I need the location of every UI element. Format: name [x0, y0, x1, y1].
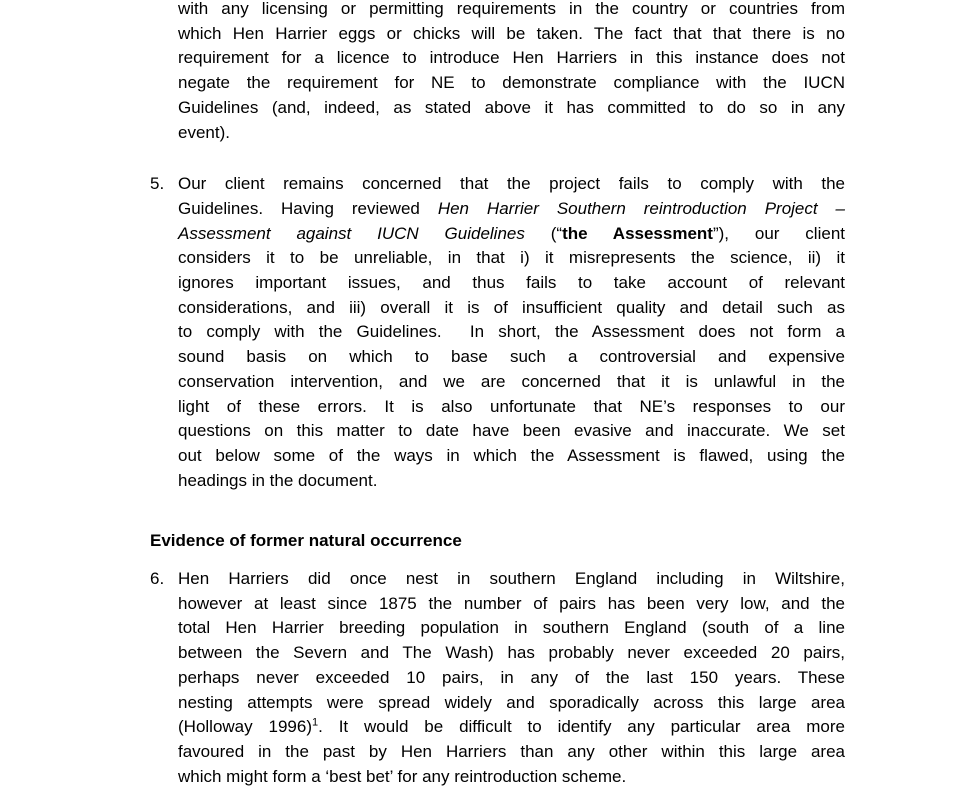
text-line: ignores important issues, and thus fails to take account of relevant [178, 273, 845, 293]
text-run: ”), our client [712, 223, 845, 243]
text-line: questions on this matter to date have been evasive and inaccurate. We set [178, 421, 845, 441]
text-line: negate the requirement for NE to demonstrate compliance with the IUCN [178, 73, 845, 93]
defined-term-bold: the Assessment [562, 223, 713, 243]
text-line: between the Severn and The Wash) has probably never exceeded 20 pairs, [178, 643, 845, 663]
text-run: Guidelines. Having reviewed [178, 198, 438, 218]
text-run: (“ [524, 223, 563, 243]
text-run: (Holloway 1996) [178, 717, 312, 737]
text-line: which Hen Harrier eggs or chicks will be taken. The fact that that there is no [178, 23, 845, 43]
section-heading: Evidence of former natural occurrence [150, 531, 462, 551]
text-line: considers it to be unreliable, in that i) it misrepresents the science, ii) it [178, 248, 845, 268]
text-line: total Hen Harrier breeding population in southern England (south of a line [178, 618, 845, 638]
text-line: out below some of the ways in which the Assessment is flawed, using the [178, 445, 845, 465]
paragraph-4-continuation [178, 0, 845, 145]
text-line: headings in the document. [178, 470, 378, 490]
paragraph-6 [150, 567, 845, 789]
cited-title-italic: Assessment against IUCN Guidelines [178, 223, 525, 243]
text-line [178, 197, 845, 222]
text-line: however at least since 1875 the number of pairs has been very low, and the [178, 593, 845, 613]
text-line: requirement for a licence to introduce Hen Harriers in this instance does not [178, 48, 845, 68]
text-line: light of these errors. It is also unfortunate that NE’s responses to our [178, 396, 845, 416]
text-line: Hen Harriers did once nest in southern England including in Wiltshire, [178, 569, 845, 589]
text-line [178, 222, 845, 247]
text-line: perhaps never exceeded 10 pairs, in any of the last 150 years. These [178, 667, 845, 687]
text-line: sound basis on which to base such a controversial and expensive [178, 347, 845, 367]
list-number: 5. [150, 174, 165, 194]
text-run: . It would be difficult to identify any particular area more [318, 717, 845, 737]
text-line [178, 715, 845, 740]
text-line: considerations, and iii) overall it is of insufficient quality and detail such as [178, 297, 845, 317]
text-line: which might form a ‘best bet’ for any reintroduction scheme. [178, 766, 627, 786]
text-line: to comply with the Guidelines. In short, the Assessment does not form a [178, 322, 845, 342]
text-line: favoured in the past by Hen Harriers than any other within this large area [178, 741, 845, 761]
text-line: nesting attempts were spread widely and sporadically across this large area [178, 692, 845, 712]
text-line: Our client remains concerned that the project fails to comply with the [178, 174, 845, 194]
text-line: event). [178, 122, 230, 142]
text-line: Guidelines (and, indeed, as stated above it has committed to do so in any [178, 97, 845, 117]
footnote-reference-superscript: 1 [311, 716, 319, 729]
paragraph-5 [150, 172, 845, 493]
text-line: with any licensing or permitting requirements in the country or countries from [178, 0, 845, 18]
text-line: conservation intervention, and we are concerned that it is unlawful in the [178, 371, 845, 391]
cited-title-italic: Hen Harrier Southern reintroduction Project – [437, 198, 845, 218]
list-number: 6. [150, 569, 165, 589]
